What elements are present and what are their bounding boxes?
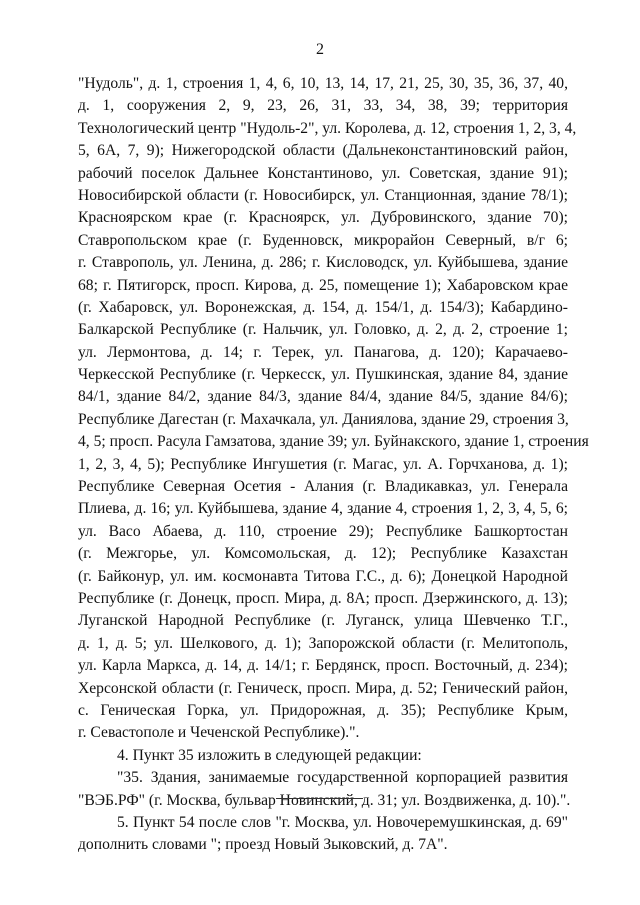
text-line: д. 1, д. 5; ул. Шелкового, д. 1); Запорожской области (г. Мелитополь,	[78, 634, 568, 652]
text-line: г. Ставрополь, ул. Ленина, д. 286; г. Кисловодск, ул. Куйбышева, здание	[78, 254, 568, 272]
text-line: Новосибирской области (г. Новосибирск, ул. Станционная, здание 78/1);	[78, 186, 568, 204]
text-line: "Нудоль", д. 1, строения 1, 4, 6, 10, 13, 14, 17, 21, 25, 30, 35, 36, 37, 40,	[78, 75, 568, 92]
text-line: г. Севастополе и Чеченской Республике).".	[78, 724, 360, 742]
text-line: 4, 5; просп. Расула Гамзатова, здание 39; ул. Буйнакского, здание 1, строения	[78, 433, 589, 451]
text-line: ул. Карла Маркса, д. 14, д. 14/1; г. Бердянск, просп. Восточный, д. 234);	[78, 657, 568, 675]
text-line: Технологический центр "Нудоль-2", ул. Королева, д. 12, строения 1, 2, 3, 4,	[78, 119, 577, 137]
text-line: дополнить словами "; проезд Новый Зыковский, д. 7А".	[78, 836, 448, 854]
text-line: Балкарской Республике (г. Нальчик, ул. Головко, д. 2, д. 2, строение 1;	[78, 321, 568, 339]
text-line: Черкесской Республике (г. Черкесск, ул. Пушкинская, здание 84, здание	[78, 366, 568, 384]
text-line: ул. Лермонтова, д. 14; г. Терек, ул. Панагова, д. 120); Карачаево-	[78, 343, 568, 361]
text-line: Республике Северная Осетия - Алания (г. Владикавказ, ул. Генерала	[78, 478, 568, 496]
text-line: 84/1, здание 84/2, здание 84/3, здание 84/4, здание 84/5, здание 84/6);	[78, 388, 568, 406]
text-line: с. Геническая Горка, ул. Придорожная, д. 35); Республике Крым,	[78, 701, 568, 719]
text-line: 68; г. Пятигорск, просп. Кирова, д. 25, помещение 1); Хабаровском крае	[78, 276, 568, 294]
text-line: д. 1, сооружения 2, 9, 23, 26, 31, 33, 34, 38, 39; территория	[78, 97, 568, 115]
text-line: "35. Здания, занимаемые государственной корпорацией развития	[117, 769, 568, 787]
text-line: рабочий поселок Дальнее Константиново, ул. Советская, здание 91);	[78, 164, 568, 182]
text-line: Херсонской области (г. Геническ, просп. Мира, д. 52; Генический район,	[78, 679, 568, 697]
paragraph-heading: 4. Пункт 35 изложить в следующей редакции:	[117, 746, 422, 764]
text-line: (г. Хабаровск, ул. Воронежская, д. 154, д. 154/1, д. 154/3); Кабардино-	[78, 298, 568, 316]
text-line: Республике Дагестан (г. Махачкала, ул. Даниялова, здание 29, строения 3,	[78, 410, 569, 428]
text-line: (г. Байконур, ул. им. космонавта Титова Г.С., д. 6); Донецкой Народной	[78, 567, 568, 585]
text-line: 1, 2, 3, 4, 5); Республике Ингушетия (г. Магас, ул. А. Горчханова, д. 1);	[78, 455, 568, 473]
text-line: Республике (г. Донецк, просп. Мира, д. 8А; просп. Дзержинского, д. 13);	[78, 589, 568, 607]
text-line: Плиева, д. 16; ул. Куйбышева, здание 4, здание 4, строения 1, 2, 3, 4, 5, 6;	[78, 500, 568, 518]
text-line: 5. Пункт 54 после слов "г. Москва, ул. Новочеремушкинская, д. 69"	[117, 813, 568, 831]
text-line: "ВЭБ.РФ" (г. Москва, бульвар Новинский, д. 31; ул. Воздвиженка, д. 10).".	[78, 791, 571, 809]
text-line: Луганской Народной Республике (г. Луганск, улица Шевченко Т.Г.,	[78, 612, 568, 630]
text-line: (г. Межгорье, ул. Комсомольская, д. 12); Республике Казахстан	[78, 545, 568, 563]
text-line: 5, 6А, 7, 9); Нижегородской области (Дальнеконстантиновский район,	[78, 142, 568, 160]
text-line: Ставропольском крае (г. Буденновск, микрорайон Северный, в/г 6;	[78, 231, 568, 249]
text-line: ул. Васо Абаева, д. 110, строение 29); Республике Башкортостан	[78, 522, 568, 540]
document-body	[78, 73, 589, 857]
text-line: Красноярском крае (г. Красноярск, ул. Дубровинского, здание 70);	[78, 209, 568, 227]
end-divider	[276, 798, 363, 799]
page-number: 2	[316, 41, 324, 58]
